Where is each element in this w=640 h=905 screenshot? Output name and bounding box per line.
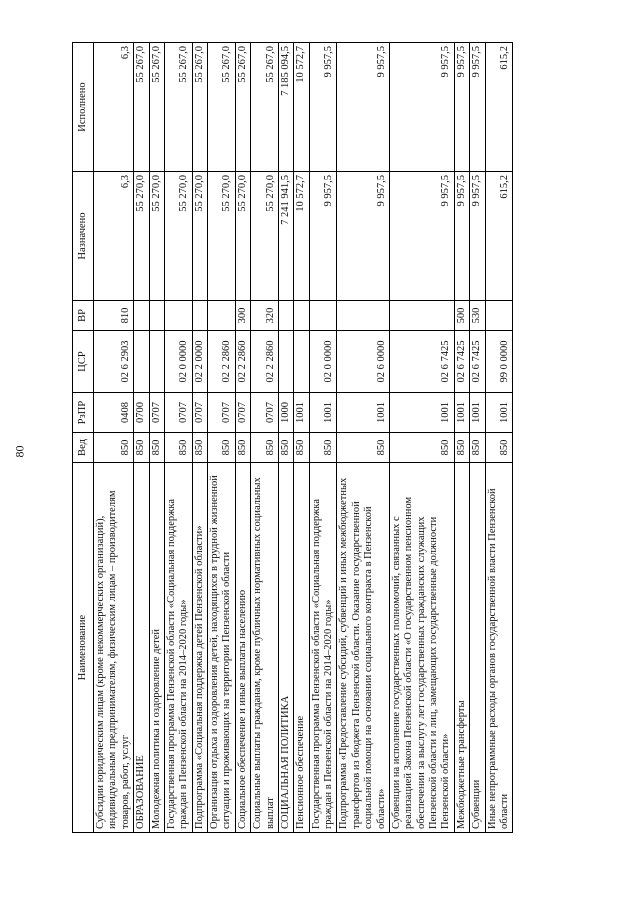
cell-vr [208, 301, 236, 331]
cell-assigned: 6,3 [94, 172, 134, 301]
cell-executed: 9 957,5 [337, 43, 390, 172]
cell-assigned: 55 270,0 [164, 172, 192, 301]
cell-executed: 55 267,0 [208, 43, 236, 172]
cell-name: Иные непрограммные расходы органов государственной власти Пензенской области [485, 463, 513, 833]
cell-rzpr: 1001 [454, 393, 469, 433]
table-row [134, 43, 149, 833]
cell-assigned: 55 270,0 [134, 172, 149, 301]
cell-assigned: 55 270,0 [208, 172, 236, 301]
cell-name: Организация отдыха и оздоровления детей, находящихся в трудной жизненной ситуации и проживающих на территории Пензенской области [208, 463, 236, 833]
cell-rzpr: 1001 [485, 393, 513, 433]
cell-assigned: 9 957,5 [389, 172, 454, 301]
cell-ved: 850 [454, 433, 469, 463]
cell-vr [164, 301, 192, 331]
table-body [94, 43, 513, 833]
cell-ved: 850 [337, 433, 390, 463]
cell-name: Молодежная политика и оздоровление детей [149, 463, 164, 833]
table-row [208, 43, 236, 833]
cell-executed: 10 572,7 [294, 43, 309, 172]
cell-csr: 02 2 2860 [235, 331, 250, 393]
header-row [73, 43, 94, 833]
cell-executed: 55 267,0 [149, 43, 164, 172]
table-row [294, 43, 309, 833]
table-row [251, 43, 279, 833]
table-row [309, 43, 337, 833]
cell-name: Пенсионное обеспечение [294, 463, 309, 833]
cell-csr: 02 2 0000 [192, 331, 207, 393]
cell-rzpr: 1001 [389, 393, 454, 433]
cell-ved: 850 [389, 433, 454, 463]
cell-rzpr: 1001 [470, 393, 485, 433]
cell-name: Субсидии юридическим лицам (кроме некоммерческих организаций), индивидуальным предпринимателям, физическим лицам – производителям товаров, работ, услуг [94, 463, 134, 833]
cell-assigned: 10 572,7 [294, 172, 309, 301]
table-row [149, 43, 164, 833]
cell-executed: 55 267,0 [235, 43, 250, 172]
table-row [278, 43, 293, 833]
cell-csr: 02 6 7425 [454, 331, 469, 393]
cell-csr: 02 2 2860 [251, 331, 279, 393]
cell-csr: 02 6 7425 [389, 331, 454, 393]
cell-name: Подпрограмма «Социальная поддержка детей Пензенской области» [192, 463, 207, 833]
cell-ved: 850 [485, 433, 513, 463]
cell-ved: 850 [294, 433, 309, 463]
cell-executed: 9 957,5 [470, 43, 485, 172]
header-assigned: Назначено [73, 172, 94, 301]
cell-assigned: 55 270,0 [149, 172, 164, 301]
table-row [192, 43, 207, 833]
budget-table [72, 42, 513, 833]
cell-rzpr: 0707 [251, 393, 279, 433]
cell-vr [149, 301, 164, 331]
cell-name: Межбюджетные трансферты [454, 463, 469, 833]
cell-executed: 55 267,0 [251, 43, 279, 172]
cell-rzpr: 0707 [208, 393, 236, 433]
table-row [235, 43, 250, 833]
cell-vr [309, 301, 337, 331]
cell-rzpr: 0707 [235, 393, 250, 433]
cell-ved: 850 [192, 433, 207, 463]
cell-ved: 850 [251, 433, 279, 463]
cell-ved: 850 [94, 433, 134, 463]
header-rzpr: РзПР [73, 393, 94, 433]
cell-csr: 02 6 0000 [337, 331, 390, 393]
page-number: 80 [12, 445, 27, 458]
cell-executed: 615,2 [485, 43, 513, 172]
table-row [164, 43, 192, 833]
cell-rzpr: 1001 [337, 393, 390, 433]
cell-executed: 55 267,0 [134, 43, 149, 172]
cell-name: Государственная программа Пензенской области «Социальная поддержка граждан в Пензенской области на 2014–2020 годы» [309, 463, 337, 833]
cell-csr: 02 2 2860 [208, 331, 236, 393]
cell-name: СОЦИАЛЬНАЯ ПОЛИТИКА [278, 463, 293, 833]
cell-ved: 850 [164, 433, 192, 463]
cell-executed: 9 957,5 [309, 43, 337, 172]
cell-vr [294, 301, 309, 331]
table-row [470, 43, 485, 833]
cell-vr: 530 [470, 301, 485, 331]
cell-vr: 320 [251, 301, 279, 331]
cell-name: Социальное обеспечение и иные выплаты населению [235, 463, 250, 833]
header-executed: Исполнено [73, 43, 94, 172]
cell-executed: 7 185 094,5 [278, 43, 293, 172]
cell-rzpr: 0707 [192, 393, 207, 433]
cell-vr [337, 301, 390, 331]
cell-assigned: 55 270,0 [192, 172, 207, 301]
cell-ved: 850 [208, 433, 236, 463]
cell-csr [278, 331, 293, 393]
cell-csr: 02 0 0000 [164, 331, 192, 393]
cell-vr [389, 301, 454, 331]
table-row [389, 43, 454, 833]
cell-executed: 55 267,0 [164, 43, 192, 172]
cell-name: ОБРАЗОВАНИЕ [134, 463, 149, 833]
cell-executed: 9 957,5 [454, 43, 469, 172]
cell-assigned: 55 270,0 [235, 172, 250, 301]
cell-csr [294, 331, 309, 393]
cell-executed: 6,3 [94, 43, 134, 172]
table-row [485, 43, 513, 833]
cell-executed: 55 267,0 [192, 43, 207, 172]
cell-rzpr: 1000 [278, 393, 293, 433]
cell-vr [192, 301, 207, 331]
header-csr: ЦСР [73, 331, 94, 393]
cell-name: Субвенции [470, 463, 485, 833]
cell-assigned: 9 957,5 [454, 172, 469, 301]
cell-ved: 850 [134, 433, 149, 463]
cell-vr: 500 [454, 301, 469, 331]
cell-rzpr: 0707 [164, 393, 192, 433]
cell-assigned: 9 957,5 [470, 172, 485, 301]
cell-rzpr: 1001 [309, 393, 337, 433]
cell-vr [278, 301, 293, 331]
cell-assigned: 9 957,5 [337, 172, 390, 301]
cell-executed: 9 957,5 [389, 43, 454, 172]
cell-ved: 850 [278, 433, 293, 463]
cell-rzpr: 0408 [94, 393, 134, 433]
cell-name: Субвенции на исполнение государственных полномочий, связанных с реализацией Закона Пензенской области «О государственном пенсионном обеспечении за выслугу лет государственных гражданских служащих Пензенской области и лиц, замещающих государственные должности Пензенской области» [389, 463, 454, 833]
cell-rzpr: 1001 [294, 393, 309, 433]
cell-name: Государственная программа Пензенской области «Социальная поддержка граждан в Пензенской области на 2014–2020 годы» [164, 463, 192, 833]
header-ved: Вед [73, 433, 94, 463]
header-vr: ВР [73, 301, 94, 331]
cell-ved: 850 [309, 433, 337, 463]
cell-rzpr: 0700 [134, 393, 149, 433]
cell-vr [134, 301, 149, 331]
cell-ved: 850 [235, 433, 250, 463]
cell-rzpr: 0707 [149, 393, 164, 433]
cell-ved: 850 [149, 433, 164, 463]
cell-csr: 02 0 0000 [309, 331, 337, 393]
cell-csr: 02 6 2903 [94, 331, 134, 393]
cell-assigned: 9 957,5 [309, 172, 337, 301]
cell-name: Подпрограмма «Предоставление субсидий, субвенций и иных межбюджетных трансфертов из бюджета Пензенской области. Оказание государственной социальной помощи на основании социального контракта в Пензенской области» [337, 463, 390, 833]
cell-csr [149, 331, 164, 393]
table-row [94, 43, 134, 833]
cell-name: Социальные выплаты гражданам, кроме публичных нормативных социальных выплат [251, 463, 279, 833]
cell-assigned: 7 241 941,5 [278, 172, 293, 301]
cell-assigned: 615,2 [485, 172, 513, 301]
cell-vr [485, 301, 513, 331]
cell-ved: 850 [470, 433, 485, 463]
table-row [454, 43, 469, 833]
header-name: Наименование [73, 463, 94, 833]
cell-csr: 02 6 7425 [470, 331, 485, 393]
cell-assigned: 55 270,0 [251, 172, 279, 301]
table-row [337, 43, 390, 833]
cell-csr [134, 331, 149, 393]
cell-csr: 99 0 0000 [485, 331, 513, 393]
cell-vr: 300 [235, 301, 250, 331]
cell-vr: 810 [94, 301, 134, 331]
